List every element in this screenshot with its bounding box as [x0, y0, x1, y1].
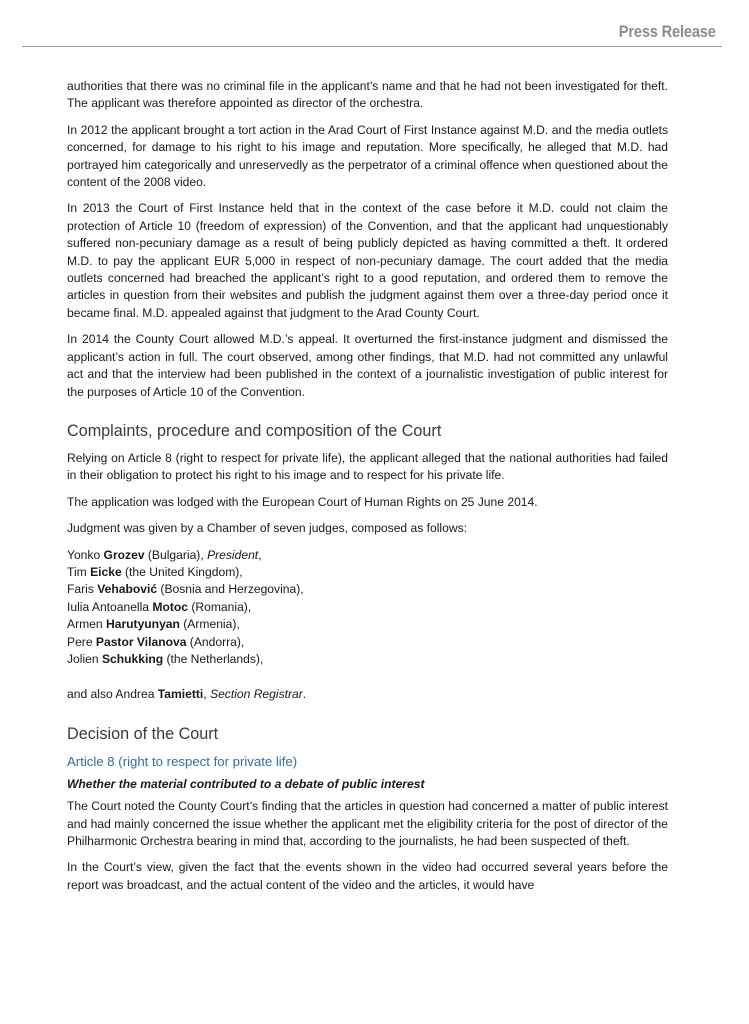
section-heading-decision: Decision of the Court — [67, 724, 219, 743]
judge-entry: Jolien Schukking (the Netherlands), — [67, 651, 264, 666]
article-heading: Article 8 (right to respect for private life) — [67, 753, 298, 769]
paragraph: Relying on Article 8 (right to respect for private life), the applicant alleged that the national authorities had failed in their obligation to protect his right to his image and to respect for his private life. — [67, 450, 668, 483]
judge-entry: Pere Pastor Vilanova (Andorra), — [67, 634, 245, 649]
paragraph: In 2012 the applicant brought a tort action in the Arad Court of First Instance against M.D. and the media outlets concerned, for damage to his right to his image and reputation. More specifically, he alleged that M.D. had portrayed him categorically and unreservedly as the perpetrator of a criminal offence when questioned about the content of the 2008 video. — [67, 122, 668, 190]
judge-entry: Armen Harutyunyan (Armenia), — [67, 617, 240, 632]
judge-entry: Iulia Antoanella Motoc (Romania), — [67, 599, 252, 614]
paragraph: The Court noted the County Court’s finding that the articles in question had concerned a matter of public interest and had mainly concerned the issue whether the applicant met the eligibility criteria for the post of director of the Philharmonic Orchestra bearing in mind that, according to the journalists, he had been suspected of theft. — [67, 799, 668, 848]
document-body — [67, 78, 668, 903]
judge-entry: Faris Vehabović (Bosnia and Herzegovina), — [67, 582, 304, 597]
paragraph: Judgment was given by a Chamber of seven judges, composed as follows: — [67, 521, 467, 536]
judges-list — [67, 547, 668, 669]
paragraph: authorities that there was no criminal file in the applicant’s name and that he had not been investigated for theft. The applicant was therefore appointed as director of the orchestra. — [67, 79, 668, 111]
registrar-line: and also Andrea Tamietti, Section Registrar. — [67, 687, 307, 702]
judge-entry: Tim Eicke (the United Kingdom), — [67, 564, 243, 579]
section-heading-complaints: Complaints, procedure and composition of the Court — [67, 421, 442, 440]
judge-entry: Yonko Grozev (Bulgaria), President, — [67, 547, 262, 562]
paragraph: In 2014 the County Court allowed M.D.’s appeal. It overturned the first-instance judgment and dismissed the applicant’s action in full. The court observed, among other findings, that M.D. had not committed any unlawful act and that the interview had been published in the context of a journalistic investigation of public interest for the purposes of Article 10 of the Convention. — [67, 332, 668, 399]
press-release-title: Press Release — [619, 22, 716, 41]
paragraph: In the Court’s view, given the fact that the events shown in the video had occurred several years before the report was broadcast, and the actual content of the video and the articles, it would have — [67, 860, 668, 892]
paragraph: In 2013 the Court of First Instance held that in the context of the case before it M.D. could not claim the protection of Article 10 (freedom of expression) of the Convention, and that the applicant had unquestionably suffered non-pecuniary damage as a result of being publicly depicted as having committed a theft. It ordered M.D. to pay the applicant EUR 5,000 in respect of non-pecuniary damage. The court added that the media outlets concerned had breached the applicant’s right to a good reputation, and ordered them to remove the articles in question from their websites and publish the judgment against them over a three-day period once it became final. M.D. appealed against that judgment to the Arad County Court. — [67, 201, 668, 320]
page-header — [22, 0, 722, 47]
paragraph: The application was lodged with the European Court of Human Rights on 25 June 2014. — [67, 494, 538, 509]
subheading: Whether the material contributed to a debate of public interest — [67, 776, 425, 791]
